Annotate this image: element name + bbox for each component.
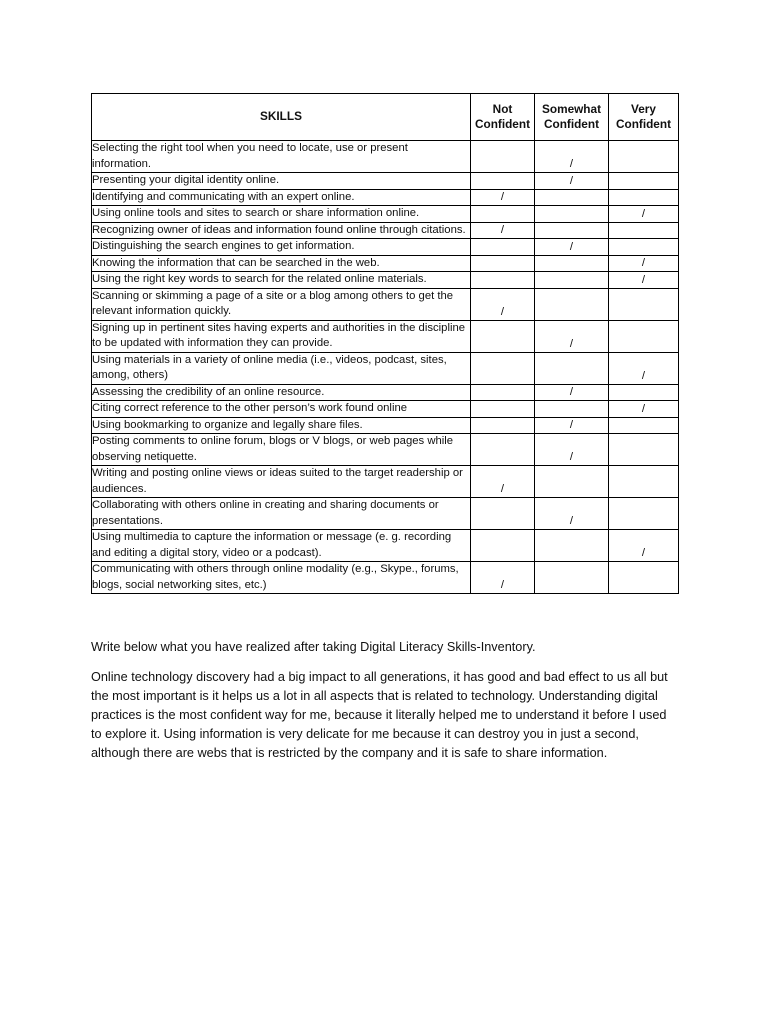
skill-cell: Signing up in pertinent sites having experts and authorities in the discipline to be updated with information they can provide.	[92, 320, 471, 352]
skill-cell: Distinguishing the search engines to get information.	[92, 239, 471, 256]
skill-cell: Citing correct reference to the other person’s work found online	[92, 401, 471, 418]
somewhat-confident-cell	[535, 352, 609, 384]
table-row	[92, 466, 679, 498]
skill-cell: Using multimedia to capture the information or message (e. g. recording and editing a digital story, video or a podcast).	[92, 530, 471, 562]
answer-line: the most important is it helps us a lot in all aspects that is related to technology. Understanding digital	[91, 689, 658, 703]
answer-line: practices is the most confident way for me, because it literally helped me to understand it before I used	[91, 708, 667, 722]
skill-cell: Posting comments to online forum, blogs or V blogs, or web pages while observing netiquette.	[92, 434, 471, 466]
table-row	[92, 417, 679, 434]
somewhat-confident-cell: /	[535, 498, 609, 530]
skill-cell: Using online tools and sites to search or share information online.	[92, 206, 471, 223]
not-confident-cell: /	[471, 466, 535, 498]
very-confident-cell: /	[609, 255, 679, 272]
not-confident-cell: /	[471, 288, 535, 320]
very-confident-cell: /	[609, 401, 679, 418]
skill-cell: Using the right key words to search for the related online materials.	[92, 272, 471, 289]
somewhat-confident-cell	[535, 222, 609, 239]
table-row	[92, 352, 679, 384]
not-confident-cell	[471, 530, 535, 562]
not-confident-cell	[471, 173, 535, 190]
somewhat-confident-cell	[535, 272, 609, 289]
not-confident-cell	[471, 320, 535, 352]
header-line: Confident	[474, 117, 531, 131]
table-row	[92, 255, 679, 272]
very-confident-cell	[609, 417, 679, 434]
not-confident-cell	[471, 417, 535, 434]
somewhat-confident-cell	[535, 206, 609, 223]
very-confident-cell	[609, 498, 679, 530]
table-row	[92, 239, 679, 256]
skill-cell: Presenting your digital identity online.	[92, 173, 471, 190]
skill-cell: Selecting the right tool when you need to locate, use or present information.	[92, 141, 471, 173]
table-row	[92, 384, 679, 401]
somewhat-confident-cell: /	[535, 384, 609, 401]
skill-cell: Knowing the information that can be searched in the web.	[92, 255, 471, 272]
answer-line: to explore it. Using information is very delicate for me because it can destroy you in just a second,	[91, 727, 639, 741]
skill-cell: Recognizing owner of ideas and information found online through citations.	[92, 222, 471, 239]
table-row	[92, 401, 679, 418]
header-line: Not	[492, 101, 513, 116]
very-confident-cell: /	[609, 272, 679, 289]
table-row	[92, 206, 679, 223]
very-confident-cell	[609, 466, 679, 498]
somewhat-confident-header	[535, 94, 609, 141]
table-row	[92, 562, 679, 594]
not-confident-cell	[471, 352, 535, 384]
not-confident-cell	[471, 206, 535, 223]
not-confident-cell: /	[471, 189, 535, 206]
table-row	[92, 434, 679, 466]
header-line: Somewhat	[542, 101, 601, 116]
very-confident-cell	[609, 239, 679, 256]
not-confident-cell	[471, 239, 535, 256]
somewhat-confident-cell	[535, 401, 609, 418]
not-confident-cell	[471, 141, 535, 173]
skills-header: SKILLS	[92, 94, 471, 141]
skills-table-body	[92, 141, 679, 594]
header-line: Confident	[543, 117, 600, 131]
somewhat-confident-cell: /	[535, 417, 609, 434]
very-confident-cell	[609, 320, 679, 352]
very-confident-cell: /	[609, 530, 679, 562]
not-confident-cell	[471, 255, 535, 272]
skill-cell: Collaborating with others online in creating and sharing documents or presentations.	[92, 498, 471, 530]
very-confident-cell	[609, 141, 679, 173]
somewhat-confident-cell: /	[535, 320, 609, 352]
skill-cell: Assessing the credibility of an online resource.	[92, 384, 471, 401]
skill-cell: Identifying and communicating with an expert online.	[92, 189, 471, 206]
reflection-answer	[91, 668, 681, 763]
not-confident-cell	[471, 384, 535, 401]
somewhat-confident-cell	[535, 562, 609, 594]
somewhat-confident-cell: /	[535, 434, 609, 466]
skill-cell: Scanning or skimming a page of a site or a blog among others to get the relevant information quickly.	[92, 288, 471, 320]
answer-line: Online technology discovery had a big impact to all generations, it has good and bad effect to us all but	[91, 670, 668, 684]
very-confident-cell: /	[609, 206, 679, 223]
reflection-prompt: Write below what you have realized after taking Digital Literacy Skills-Inventory.	[91, 640, 536, 654]
very-confident-cell: /	[609, 352, 679, 384]
somewhat-confident-cell	[535, 255, 609, 272]
somewhat-confident-cell	[535, 189, 609, 206]
very-confident-cell	[609, 288, 679, 320]
not-confident-cell	[471, 272, 535, 289]
table-row	[92, 173, 679, 190]
skill-cell: Writing and posting online views or ideas suited to the target readership or audiences.	[92, 466, 471, 498]
skills-inventory-table	[91, 93, 679, 594]
not-confident-header	[471, 94, 535, 141]
somewhat-confident-cell: /	[535, 239, 609, 256]
table-row	[92, 288, 679, 320]
skill-cell: Using bookmarking to organize and legally share files.	[92, 417, 471, 434]
somewhat-confident-cell	[535, 466, 609, 498]
very-confident-header	[609, 94, 679, 141]
table-row	[92, 222, 679, 239]
answer-line: although there are webs that is restricted by the company and it is safe to share information.	[91, 746, 608, 760]
not-confident-cell	[471, 498, 535, 530]
somewhat-confident-cell: /	[535, 141, 609, 173]
table-header-row	[92, 94, 679, 141]
not-confident-cell	[471, 401, 535, 418]
not-confident-cell: /	[471, 562, 535, 594]
table-row	[92, 498, 679, 530]
very-confident-cell	[609, 434, 679, 466]
very-confident-cell	[609, 562, 679, 594]
table-row	[92, 189, 679, 206]
table-row	[92, 320, 679, 352]
very-confident-cell	[609, 173, 679, 190]
somewhat-confident-cell: /	[535, 173, 609, 190]
very-confident-cell	[609, 384, 679, 401]
not-confident-cell	[471, 434, 535, 466]
very-confident-cell	[609, 189, 679, 206]
skill-cell: Using materials in a variety of online media (i.e., videos, podcast, sites, among, others)	[92, 352, 471, 384]
header-line: Confident	[615, 117, 672, 131]
table-row	[92, 141, 679, 173]
very-confident-cell	[609, 222, 679, 239]
table-row	[92, 530, 679, 562]
header-line: Very	[631, 101, 656, 116]
table-row	[92, 272, 679, 289]
not-confident-cell: /	[471, 222, 535, 239]
skill-cell: Communicating with others through online modality (e.g., Skype., forums, blogs, social networking sites, etc.)	[92, 562, 471, 594]
somewhat-confident-cell	[535, 288, 609, 320]
somewhat-confident-cell	[535, 530, 609, 562]
